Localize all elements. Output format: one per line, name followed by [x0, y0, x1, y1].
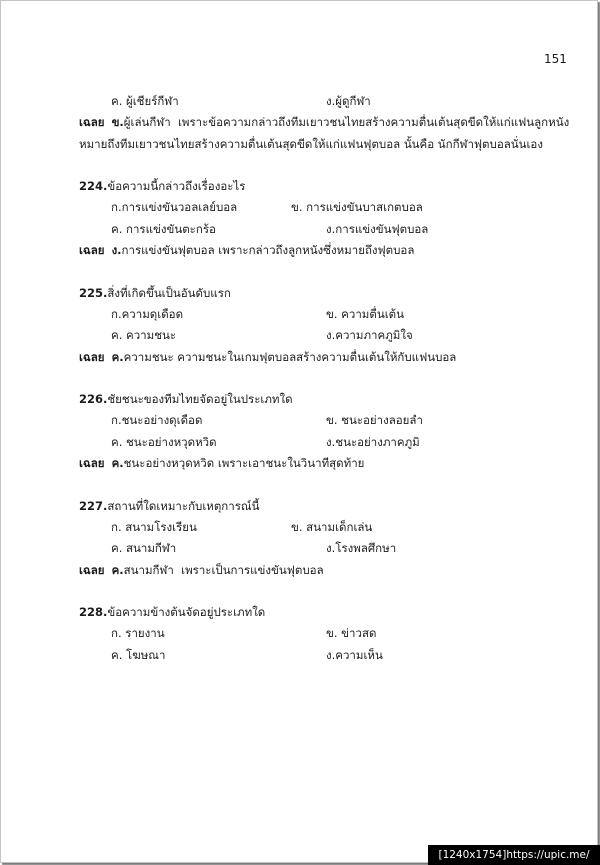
option-b: ข. สนามเด็กเล่น — [291, 519, 373, 534]
option-row — [79, 645, 579, 666]
option-a: ก. รายงาน — [111, 626, 165, 641]
answer-text: ชนะอย่างหวุดหวิด เพราะเอาชนะในวินาทีสุดท้าย — [123, 456, 365, 471]
page-number: 151 — [544, 52, 567, 66]
answer-label: เฉลย — [79, 456, 105, 471]
answer-label: เฉลย — [79, 349, 105, 364]
answer-text: การแข่งขันฟุตบอล เพราะกล่าวถึงลูกหนังซึ่งหมายถึงฟุตบอล — [121, 243, 415, 258]
option-d: ง.ชนะอย่างภาคภูมิ — [326, 434, 420, 449]
page-content — [79, 91, 579, 666]
question-line — [79, 496, 579, 517]
answer-letter: ง. — [111, 243, 122, 258]
answer-line — [79, 240, 579, 261]
option-a: ก.การแข่งขันวอลเลย์บอล — [111, 200, 238, 215]
option-c: ค. สนามกีฬา — [111, 541, 177, 556]
question-227 — [79, 496, 579, 581]
answer-label: เฉลย — [79, 562, 105, 577]
option-d: ง.ผู้ดูกีฬา — [326, 94, 371, 108]
question-line — [79, 283, 579, 304]
question-228 — [79, 602, 579, 666]
answer-label: เฉลย — [79, 243, 105, 258]
option-row — [79, 432, 579, 453]
option-b: ข. ข่าวสด — [326, 626, 377, 641]
question-number: 224. — [79, 179, 108, 194]
answer-letter: ค. — [111, 456, 124, 471]
question-224 — [79, 176, 579, 261]
question-line — [79, 602, 579, 623]
question-text: ข้อความนี้กล่าวถึงเรื่องอะไร — [107, 179, 246, 194]
option-d: ง.โรงพลศึกษา — [326, 541, 397, 556]
question-number: 227. — [79, 498, 108, 513]
option-a: ก. สนามโรงเรียน — [111, 519, 197, 534]
question-text: ชัยชนะของทีมไทยจัดอยู่ในประเภทใด — [107, 392, 293, 407]
answer-letter: ค. — [111, 562, 124, 577]
option-row — [79, 325, 579, 346]
answer-text: ผู้เล่นกีฬา เพราะข้อความกล่าวถึงทีมเยาวชนไทยสร้างความตื่นเต้นสุดขีดให้แก่แฟนลูกหนัง — [123, 115, 570, 130]
option-row — [79, 197, 579, 218]
question-226 — [79, 389, 579, 474]
question-number: 225. — [79, 285, 108, 300]
continued-question — [79, 91, 579, 155]
answer-line — [79, 347, 579, 368]
question-number: 226. — [79, 392, 108, 407]
question-225 — [79, 283, 579, 368]
answer-label: เฉลย — [79, 115, 105, 130]
answer-line-continued — [79, 134, 579, 155]
option-d: ง.ความภาคภูมิใจ — [326, 328, 413, 343]
answer-letter: ค. — [111, 349, 124, 364]
option-row — [79, 623, 579, 644]
answer-letter: ข. — [111, 115, 124, 130]
image-host-watermark: [1240x1754]https://upic.me/ — [428, 845, 600, 865]
option-d: ง.การแข่งขันฟุตบอล — [326, 221, 429, 236]
option-row — [79, 219, 579, 240]
option-b: ข. การแข่งขันบาสเกตบอล — [291, 200, 423, 215]
answer-line — [79, 112, 579, 133]
option-a: ก.ความดุเดือด — [111, 306, 184, 321]
answer-text-continued: หมายถึงทีมเยาวชนไทยสร้างความตื่นเต้นสุดขีดให้แก่แฟนฟุตบอล นั้นคือ นักกีฬาฟุตบอลนั่นเอง — [79, 136, 543, 151]
option-d: ง.ความเห็น — [326, 647, 383, 662]
question-text: ข้อความข้างต้นจัดอยู่ประเภทใด — [107, 605, 266, 620]
option-c: ค. โฆษณา — [111, 647, 166, 662]
option-c: ค. การแข่งขันตะกร้อ — [111, 221, 216, 236]
question-number: 228. — [79, 605, 108, 620]
option-c: ค. ชนะอย่างหวุดหวิด — [111, 434, 217, 449]
option-b: ข. ชนะอย่างลอยลำ — [326, 413, 423, 428]
option-row — [79, 304, 579, 325]
question-text: สถานที่ใดเหมาะกับเหตุการณ์นี้ — [107, 498, 260, 513]
answer-line — [79, 453, 579, 474]
question-line — [79, 389, 579, 410]
answer-text: สนามกีฬา เพราะเป็นการแข่งขันฟุตบอล — [123, 562, 324, 577]
answer-line — [79, 560, 579, 581]
option-row — [79, 538, 579, 559]
question-text: สิ่งที่เกิดขึ้นเป็นอันดับแรก — [107, 285, 231, 300]
option-c: ค. ผู้เชียร์กีฬา — [111, 94, 179, 108]
option-b: ข. ความตื่นเต้น — [326, 306, 404, 321]
option-c: ค. ความชนะ — [111, 328, 177, 343]
option-a: ก.ชนะอย่างดุเดือด — [111, 413, 203, 428]
option-row — [79, 410, 579, 431]
option-row — [79, 91, 579, 112]
option-row — [79, 517, 579, 538]
question-line — [79, 176, 579, 197]
answer-text: ความชนะ ความชนะในเกมฟุตบอลสร้างความตื่นเต้นให้กับแฟนบอล — [123, 349, 457, 364]
